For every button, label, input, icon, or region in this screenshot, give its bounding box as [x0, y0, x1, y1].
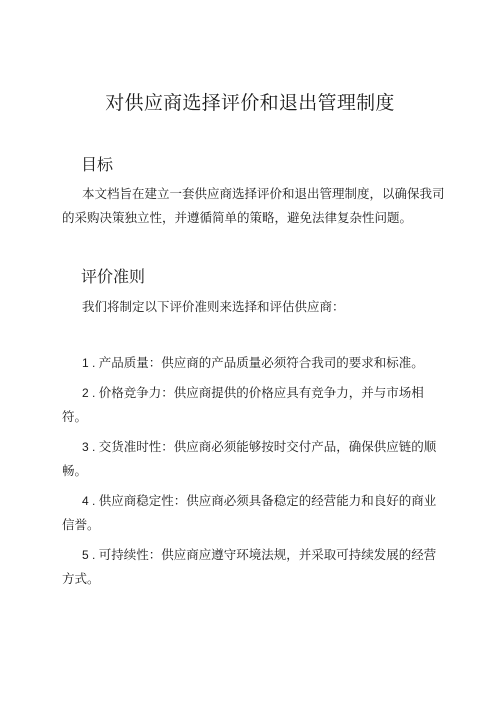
list-item-number: 2 .	[82, 386, 99, 400]
criteria-list-item	[62, 381, 446, 429]
section-heading-goal: 目标	[81, 155, 114, 174]
list-item-text: 交货准时性：供应商必须能够按时交付产品，确保供应链的顺畅。	[62, 439, 437, 478]
criteria-list	[62, 351, 446, 597]
section-heading-criteria: 评价准则	[81, 267, 146, 286]
criteria-list-item	[62, 543, 446, 591]
list-item-text: 可持续性：供应商应遵守环境法规，并采取可持续发展的经营方式。	[62, 547, 437, 586]
list-item-text: 供应商稳定性：供应商必须具备稳定的经营能力和良好的商业信誉。	[62, 493, 437, 532]
criteria-list-item	[62, 351, 446, 375]
list-item-number: 5 .	[82, 548, 99, 562]
criteria-list-item	[62, 435, 446, 483]
document-title: 对供应商选择评价和退出管理制度	[105, 92, 395, 114]
list-item-number: 4 .	[82, 494, 99, 508]
criteria-list-item	[62, 489, 446, 537]
list-item-text: 产品质量：供应商的产品质量必须符合我司的要求和标准。	[98, 355, 424, 370]
criteria-intro-paragraph: 我们将制定以下评价准则来选择和评估供应商：	[82, 299, 345, 314]
list-item-text: 价格竞争力：供应商提供的价格应具有竞争力，并与市场相符。	[62, 385, 424, 424]
goal-paragraph: 本文档旨在建立一套供应商选择评价和退出管理制度，以确保我司的采购决策独立性，并遵循简单的策略，避免法律复杂性问题。	[62, 186, 445, 225]
list-item-number: 1 .	[82, 356, 99, 370]
list-item-number: 3 .	[82, 440, 99, 454]
